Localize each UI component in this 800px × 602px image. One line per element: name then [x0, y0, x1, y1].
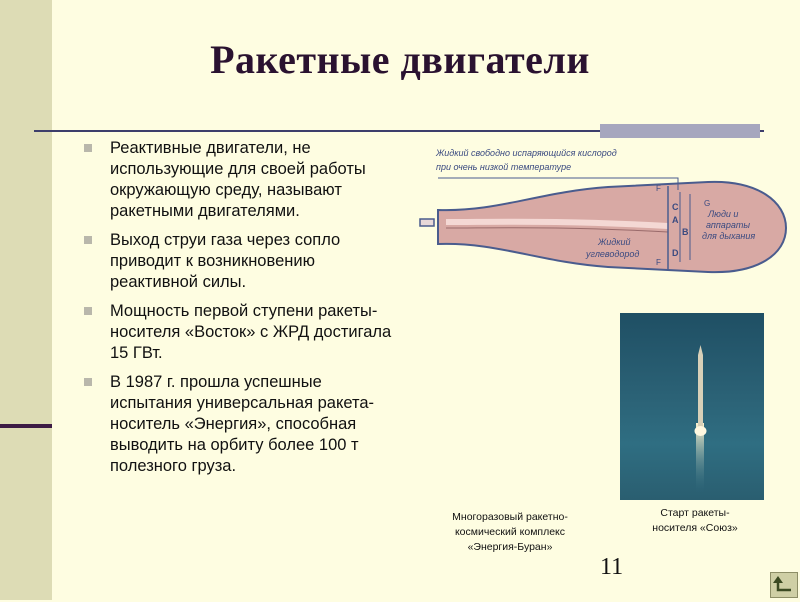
- left-decor-bar: [0, 424, 52, 428]
- square-bullet-icon: [84, 307, 92, 315]
- bullet-item: Выход струи газа через сопло приводит к возникновению реактивной силы.: [84, 230, 404, 293]
- square-bullet-icon: [84, 236, 92, 244]
- square-bullet-icon: [84, 378, 92, 386]
- slide-title: Ракетные двигатели: [210, 37, 590, 82]
- diagram-label-fuel: Жидкий: [598, 237, 631, 247]
- page-number: 11: [600, 554, 624, 580]
- left-decor-strip: [0, 0, 52, 600]
- caption-soyuz: Старт ракеты- носителя «Союз»: [652, 507, 738, 534]
- rocket-silhouette: [698, 355, 703, 427]
- caption-energia-buran: Многоразовый ракетно- космический комплекс «Энергия-Буран»: [452, 511, 568, 553]
- return-arrow-icon: [771, 573, 797, 597]
- diagram-letter-g: G: [704, 199, 711, 208]
- diagram-letter-c: C: [672, 202, 679, 212]
- rocket-nose: [698, 345, 703, 355]
- diagram-letter-f-bottom: F: [656, 258, 661, 267]
- diagram-label-people-3: для дыхания: [702, 231, 756, 241]
- exhaust-mark: [420, 219, 434, 226]
- bullet-item: Реактивные двигатели, не использующие для своей работы окружающую среду, называют ракетными двигателями.: [84, 138, 404, 222]
- soyuz-launch-photo: [620, 313, 764, 500]
- diagram-letter-d: D: [672, 248, 679, 258]
- diagram-label-oxygen-2: при очень низкой температуре: [436, 162, 572, 172]
- diagram-label-oxygen: Жидкий свободно испаряющийся кислород: [436, 148, 617, 158]
- square-bullet-icon: [84, 144, 92, 152]
- bullet-list: [84, 138, 404, 485]
- diagram-letter-a: A: [672, 215, 679, 225]
- diagram-label-fuel-2: углеводород: [586, 249, 640, 259]
- bullet-item: Мощность первой ступени ракеты-носителя «Восток» с ЖРД достигала 15 ГВт.: [84, 301, 404, 364]
- bullet-item: В 1987 г. прошла успешные испытания универсальная ракета-носитель «Энергия», способная выводить на орбиту более 100 т полезного груза.: [84, 372, 404, 477]
- return-button[interactable]: [770, 572, 798, 598]
- diagram-letter-f: F: [656, 184, 661, 193]
- rocket-diagram: [418, 142, 788, 284]
- diagram-letter-b: B: [682, 227, 689, 237]
- launch-glow: [695, 426, 707, 436]
- diagram-label-people-2: аппараты: [706, 220, 750, 230]
- rocket-launch-image: [620, 313, 764, 500]
- title-divider-accent: [600, 124, 760, 138]
- diagram-label-people: Люди и: [708, 209, 739, 219]
